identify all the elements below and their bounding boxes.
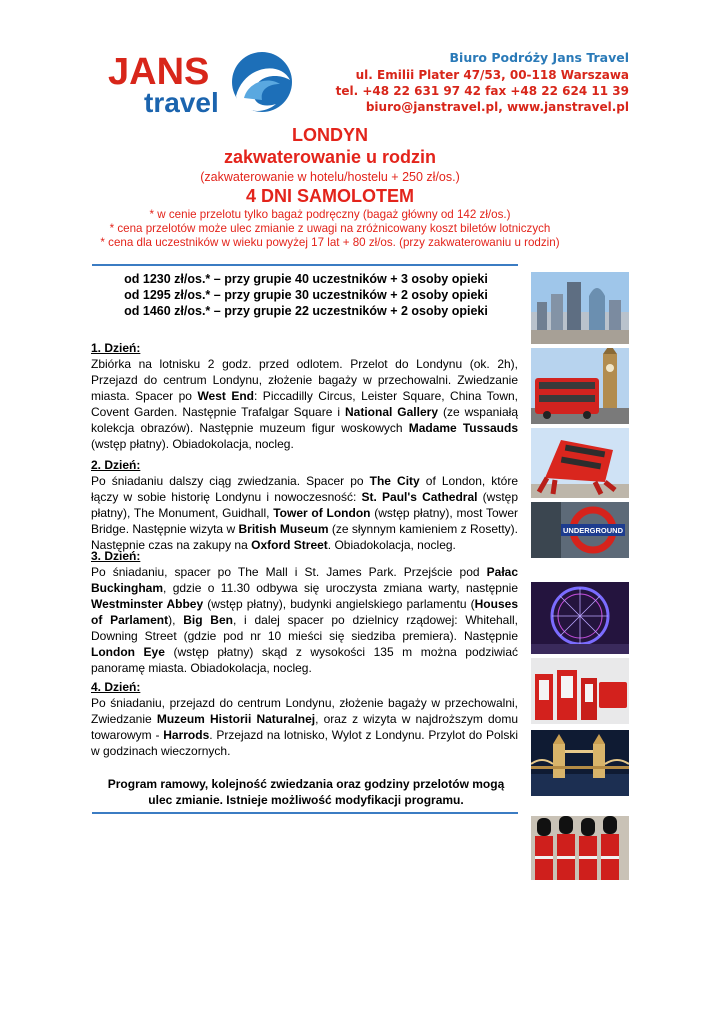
day-1-section <box>91 340 518 452</box>
day-4-text: Po śniadaniu, przejazd do centrum Londynu, złożenie bagaży w przechowalni, Zwiedzanie Muzeum Historii Naturalnej, oraz z wizyta w najdroższym domu towarowym - Harrods. Przejazd na lotnisko, Wylot z Londynu. Przylot do Polski w godzinach wieczornych. <box>91 696 519 758</box>
agency-name: Biuro Podróży Jans Travel <box>449 50 629 65</box>
divider-top <box>92 264 518 266</box>
agency-address: ul. Emilii Plater 47/53, 00-118 Warszawa <box>355 68 629 82</box>
price-line-22: od 1460 zł/os.* – przy grupie 22 uczestników + 2 osoby opieki <box>124 304 488 318</box>
agency-phone-fax: tel. +48 22 631 97 42 fax +48 22 624 11 39 <box>335 84 629 98</box>
day-1-heading: 1. Dzień: <box>91 341 141 355</box>
divider-bottom <box>92 812 518 814</box>
day-3-heading: 3. Dzień: <box>91 549 141 563</box>
logo-text-main: JANS <box>108 51 210 93</box>
program-disclaimer: Program ramowy, kolejność zwiedzania oraz godziny przelotów mogą ulec zmianie. Istnieje możliwość modyfikacji programu. <box>107 777 505 807</box>
bus-sculpture-photo <box>531 428 629 498</box>
phone-boxes-photo <box>531 658 629 724</box>
agency-email-web: biuro@janstravel.pl, www.janstravel.pl <box>365 100 629 114</box>
day-4-section <box>91 679 518 759</box>
price-line-40: od 1230 zł/os.* – przy grupie 40 uczestników + 3 osoby opieki <box>124 272 488 286</box>
price-note-luggage: * w cenie przelotu tylko bagaż podręczny (bagaż główny od 142 zł/os.) <box>149 208 511 221</box>
jans-travel-logo <box>104 46 294 118</box>
day-2-text: Po śniadaniu dalszy ciąg zwiedzania. Spacer po The City of London, które łączy w sobie historię Londynu i nowoczesność: St. Paul's Cathedral (wstęp płatny), The Monument, Guidhall, Tower of London (wstęp płatny), most Tower Bridge. Następnie wizyta w British Museum (ze słynnym kamieniem z Rosetty). Następnie czas na zakupy na Oxford Street. Obiadokolacja, nocleg. <box>91 474 519 552</box>
title-city: LONDYN <box>292 125 368 145</box>
accommodation-note: (zakwaterowanie w hotelu/hostelu + 250 zł/os.) <box>200 170 460 184</box>
london-skyline-photo <box>531 272 629 344</box>
day-3-section <box>91 548 518 676</box>
wave-icon <box>232 52 292 112</box>
day-3-text: Po śniadaniu, spacer po The Mall i St. James Park. Przejście pod Pałac Buckingham, gdzie o 11.30 odbywa się uroczysta zmiana warty, następnie Westminster Abbey (wstęp płatny), budynki angielskiego parlamentu (Houses of Parlament), Big Ben, i dalej spacer po dzielnicy rządowej: Whitehall, Downing Street (gdzie pod nr 10 mieści się siedziba premiera). Następnie London Eye (wstęp płatny) skąd z wysokości 135 m można podziwiać panoramę miasta. Obiadokolacja, nocleg. <box>91 565 519 675</box>
title-transport: 4 DNI SAMOLOTEM <box>245 186 414 206</box>
title-accommodation: zakwaterowanie u rodzin <box>223 147 437 167</box>
london-eye-photo <box>531 582 629 654</box>
underground-sign-photo <box>531 502 629 558</box>
price-note-flight: * cena przelotów może ulec zmianie z uwagi na zróżnicowany koszt biletów lotniczych <box>109 222 551 235</box>
price-note-age: * cena dla uczestników w wieku powyżej 17 lat + 80 zł/os. (przy zakwaterowaniu u rodzin) <box>100 236 560 249</box>
underground-sign-text: UNDERGROUND <box>563 526 623 535</box>
royal-guards-photo <box>531 816 629 880</box>
day-2-heading: 2. Dzień: <box>91 458 141 472</box>
double-decker-big-ben-photo <box>531 348 629 424</box>
tower-bridge-night-photo <box>531 730 629 796</box>
day-1-text: Zbiórka na lotnisku 2 godz. przed odlotem. Przelot do Londynu (ok. 2h), Przejazd do centrum Londynu, złożenie bagaży w przechowalni. Zwiedzanie miasta. Spacer po West End: Piccadilly Circus, Leister Square, China Town, Covent Garden. Następnie Trafalgar Square i National Gallery (ze wspaniałą kolekcja obrazów). Następnie muzeum figur woskowych Madame Tussauds (wstęp płatny). Obiadokolacja, nocleg. <box>91 357 518 451</box>
price-line-30: od 1295 zł/os.* – przy grupie 30 uczestników + 2 osoby opieki <box>124 288 488 302</box>
logo-text-sub: travel <box>144 87 219 118</box>
day-4-heading: 4. Dzień: <box>91 680 141 694</box>
day-2-section <box>91 457 518 553</box>
